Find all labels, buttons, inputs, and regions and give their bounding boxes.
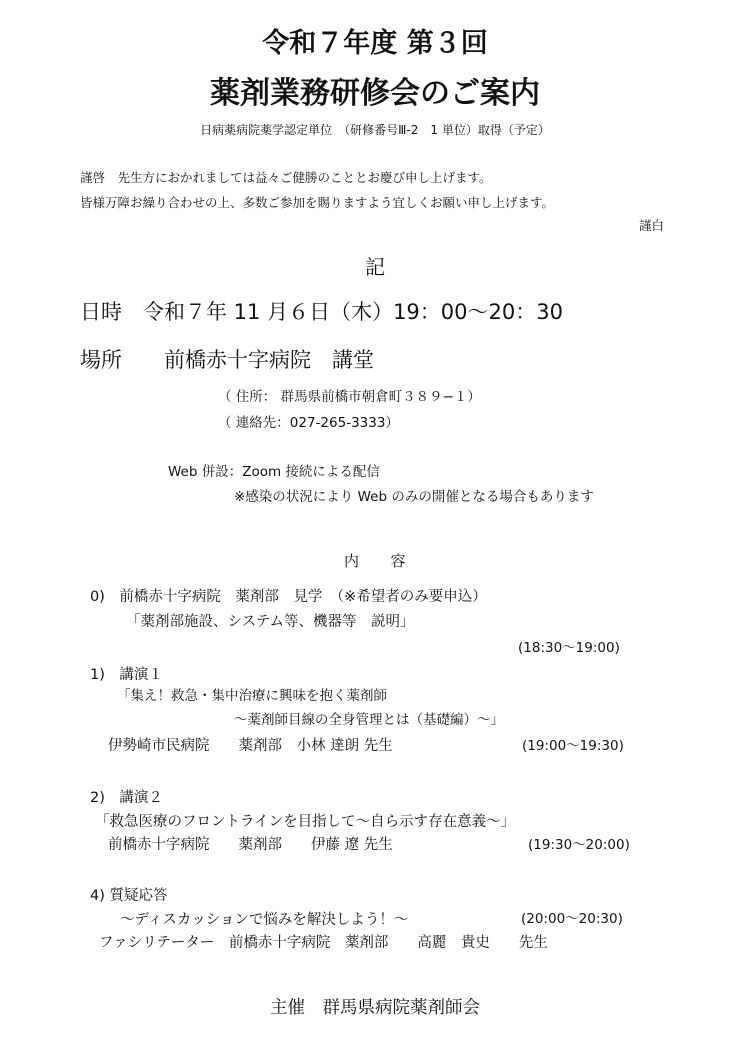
item2-time: (19:30～20:00)	[528, 837, 630, 853]
venue-address: （ 住所： 群馬県前橋市朝倉町３８９−１）	[218, 389, 481, 405]
item1-speaker: 伊勢崎市民病院 薬剤部 小林 達朗 先生	[108, 738, 393, 754]
page-subtitle: 薬剤業務研修会のご案内	[210, 76, 540, 111]
item2-title: 「救急医療のフロントラインを目指して～自ら示す存在意義～」	[95, 814, 516, 830]
item0-time: (18:30～19:00)	[518, 640, 620, 656]
item0-line-2: 「薬剤部施設、システム等、機器等 説明」	[126, 614, 415, 630]
item4-title: ～ディスカッションで悩みを解決しよう！～	[120, 912, 409, 928]
item2-speaker: 前橋赤十字病院 薬剤部 伊藤 遼 先生	[108, 837, 393, 853]
page-title: 令和７年度 第３回	[262, 28, 488, 59]
greeting-line-2: 皆様万障お繰り合わせの上、多数ご参加を賜りますよう宜しくお願い申し上げます。	[80, 195, 555, 210]
item0-line-1: 0) 前橋赤十字病院 薬剤部 見学 （※希望者のみ要申込）	[90, 589, 487, 605]
content-heading: 内 容	[343, 552, 406, 570]
ki-heading: 記	[365, 255, 385, 279]
event-venue: 場所 前橋赤十字病院 講堂	[80, 348, 374, 372]
greeting-closing: 謹白	[638, 218, 664, 233]
greeting-line-1: 謹啓 先生方におかれましては益々ご健勝のこととお慶び申し上げます。	[80, 170, 492, 185]
item2-heading: 2) 講演２	[90, 790, 163, 806]
item4-time: (20:00～20:30)	[521, 911, 623, 927]
web-note-2: ※感染の状況により Web のみの開催となる場合もあります	[234, 489, 594, 505]
item4-heading: 4) 質疑応答	[90, 888, 168, 904]
web-note-1: Web 併設：Zoom 接続による配信	[168, 464, 380, 480]
organizer: 主催 群馬県病院薬剤師会	[270, 998, 480, 1018]
venue-contact: （ 連絡先：027-265-3333）	[218, 415, 399, 431]
item1-title-2: ～薬剤師目線の全身管理とは（基礎編）～」	[234, 712, 504, 728]
item1-heading: 1) 講演１	[90, 667, 163, 683]
credit-note: 日病薬病院薬学認定単位 （研修番号Ⅲ-2 1 単位）取得（予定）	[200, 123, 550, 137]
item1-title-1: 「集え！救急・集中治療に興味を抱く薬剤師	[117, 688, 387, 704]
event-datetime: 日時 令和７年 11 月６日（木）19：00～20：30	[80, 300, 563, 324]
item4-facilitator: ファシリテーター 前橋赤十字病院 薬剤部 高麗 貴史 先生	[99, 935, 548, 951]
item1-time: (19:00～19:30)	[522, 738, 624, 754]
